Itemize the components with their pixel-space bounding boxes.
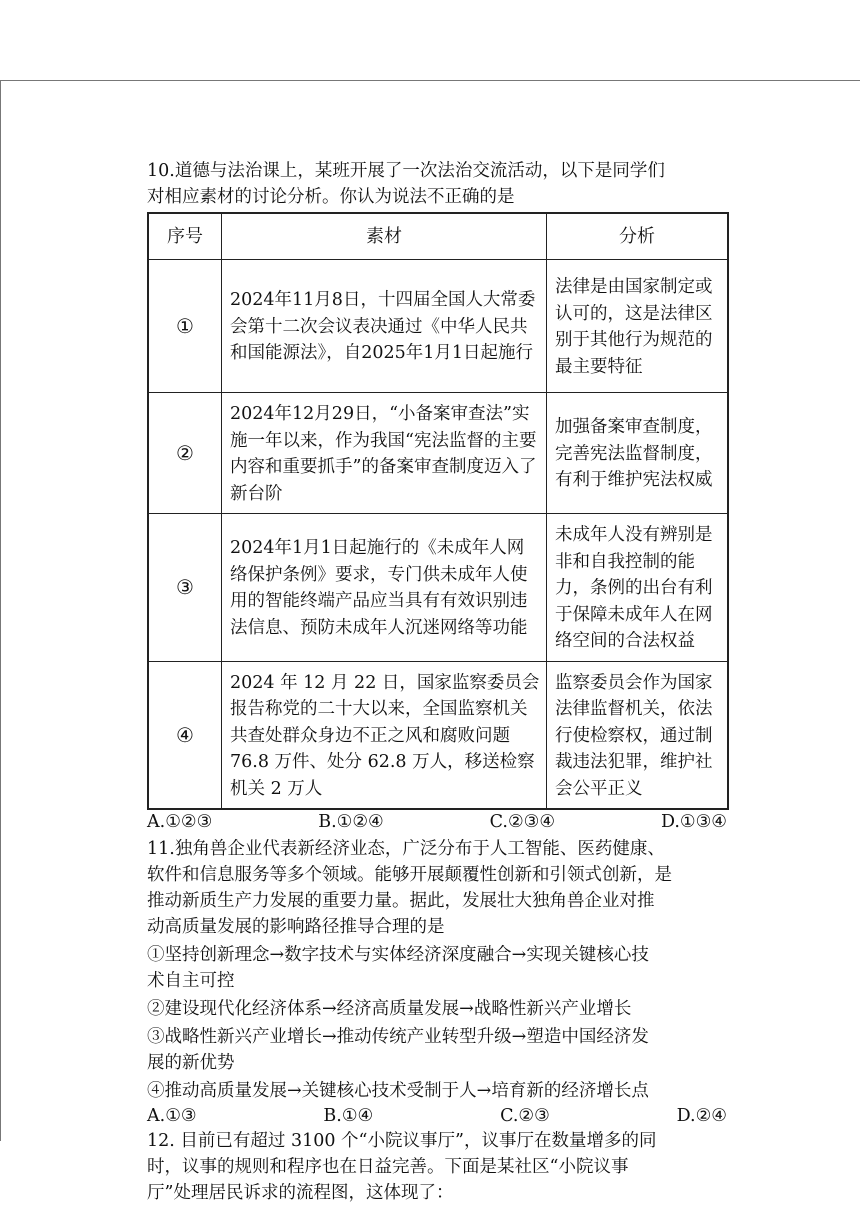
question-11 — [147, 836, 737, 1128]
header-number: 序号 — [148, 213, 222, 260]
q11-item-1-line-2: 术自主可控 — [147, 971, 235, 991]
table-row — [148, 661, 728, 809]
exam-content — [147, 158, 737, 1206]
table-row — [148, 514, 728, 662]
question-10 — [147, 158, 737, 834]
q10-material-table — [147, 212, 729, 810]
q11-item-1 — [147, 942, 737, 994]
option-c[interactable]: C.②③ — [500, 1106, 550, 1126]
q11-stem-line-3: 推动新质生产力发展的重要力量。据此，发展壮大独角兽企业对推 — [147, 891, 655, 911]
option-b[interactable]: B.①④ — [323, 1106, 374, 1126]
table-row — [148, 393, 728, 514]
row-number: ④ — [148, 661, 222, 809]
row-material: 2024 年 12 月 22 日，国家监察委员会报告称党的二十大以来，全国监察机关共查处群众身边不正之风和腐败问题 76.8 万件、处分 62.8 万人，移送检察机关 2 万人 — [222, 661, 547, 809]
row-analysis: 未成年人没有辨别是非和自我控制的能力，条例的出台有利于保障未成年人在网络空间的合法权益 — [547, 514, 729, 662]
q11-item-1-line-1: ①坚持创新理念→数字技术与实体经济深度融合→实现关键核心技 — [147, 945, 649, 965]
question-12 — [147, 1128, 737, 1206]
option-a[interactable]: A.①②③ — [147, 812, 213, 832]
option-d[interactable]: D.②④ — [676, 1106, 727, 1126]
q11-stem-line-4: 动高质量发展的影响路径推导合理的是 — [147, 917, 445, 937]
row-material: 2024年11月8日，十四届全国人大常委会第十二次会议表决通过《中华人民共和国能源法》，自2025年1月1日起施行 — [222, 260, 547, 393]
q11-item-3-line-2: 展的新优势 — [147, 1053, 235, 1073]
table-header-row — [148, 213, 728, 260]
row-analysis: 法律是由国家制定或认可的，这是法律区别于其他行为规范的最主要特征 — [547, 260, 729, 393]
header-analysis: 分析 — [547, 213, 729, 260]
row-material: 2024年1月1日起施行的《未成年人网络保护条例》要求，专门供未成年人使用的智能终端产品应当具有有效识别违法信息、预防未成年人沉迷网络等功能 — [222, 514, 547, 662]
q11-stem-line-2: 软件和信息服务等多个领域。能够开展颠覆性创新和引领式创新，是 — [147, 865, 672, 885]
row-number: ② — [148, 393, 222, 514]
table-row — [148, 260, 728, 393]
q12-stem-line-3: 厅”处理居民诉求的流程图，这体现了： — [147, 1183, 454, 1203]
row-number: ③ — [148, 514, 222, 662]
option-b[interactable]: B.①②④ — [318, 812, 384, 832]
option-c[interactable]: C.②③④ — [489, 812, 556, 832]
q11-item-3-line-1: ③战略性新兴产业增长→推动传统产业转型升级→塑造中国经济发 — [147, 1027, 649, 1047]
q11-options — [147, 1104, 727, 1128]
row-number: ① — [148, 260, 222, 393]
q10-stem-line-1: 10.道德与法治课上，某班开展了一次法治交流活动，以下是同学们 — [147, 161, 665, 181]
q11-item-3 — [147, 1024, 737, 1076]
q11-item-2-line-1: ②建设现代化经济体系→经济高质量发展→战略性新兴产业增长 — [147, 999, 632, 1019]
header-material: 素材 — [222, 213, 547, 260]
q10-options — [147, 810, 727, 834]
row-analysis: 监察委员会作为国家法律监督机关，依法行使检察权，通过制裁违法犯罪，维护社会公平正义 — [547, 661, 729, 809]
q12-stem-line-2: 时，议事的规则和程序也在日益完善。下面是某社区“小院议事 — [147, 1157, 629, 1177]
option-d[interactable]: D.①③④ — [660, 812, 727, 832]
q11-item-4-line-1: ④推动高质量发展→关键核心技术受制于人→培育新的经济增长点 — [147, 1081, 649, 1101]
q12-stem-line-1: 12. 目前已有超过 3100 个“小院议事厅”，议事厅在数量增多的同 — [147, 1131, 657, 1151]
q11-stem-line-1: 11.独角兽企业代表新经济业态，广泛分布于人工智能、医药健康、 — [147, 839, 665, 859]
q11-item-4 — [147, 1078, 737, 1104]
row-material: 2024年12月29日，“小备案审查法”实施一年以来，作为我国“宪法监督的主要内容和重要抓手”的备案审查制度迈入了新台阶 — [222, 393, 547, 514]
option-a[interactable]: A.①③ — [147, 1106, 197, 1126]
q10-stem-line-2: 对相应素材的讨论分析。你认为说法不正确的是 — [147, 187, 515, 207]
row-analysis: 加强备案审查制度，完善宪法监督制度，有利于维护宪法权威 — [547, 393, 729, 514]
q11-item-2 — [147, 996, 737, 1022]
